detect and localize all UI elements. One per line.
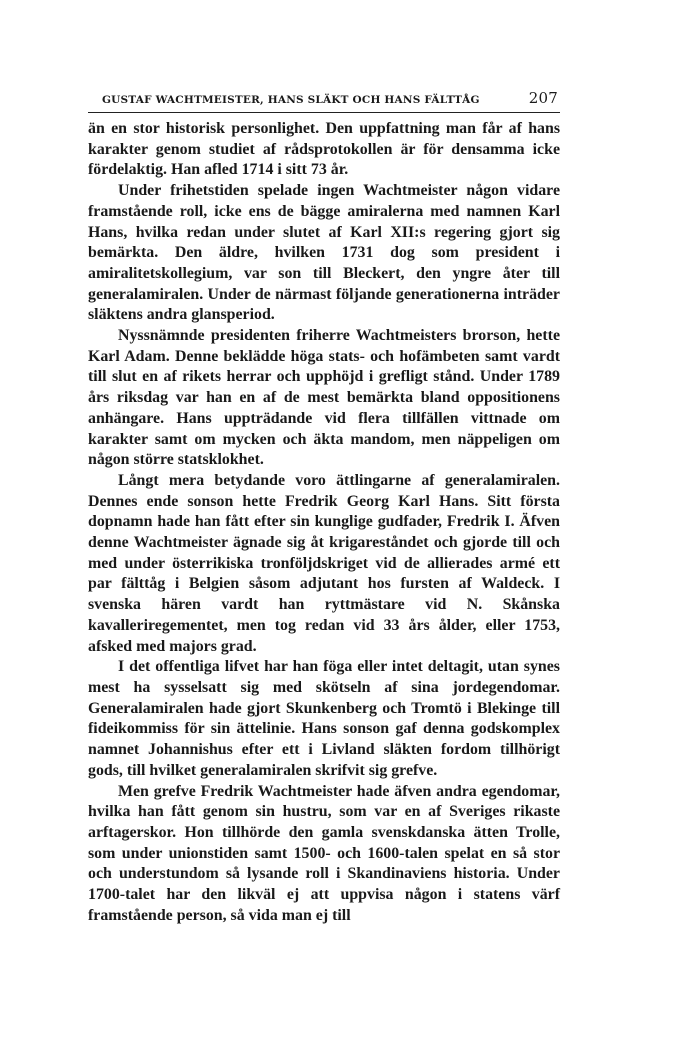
paragraph-5: I det offentliga lifvet har han föga eller intet deltagit, utan synes mest ha sysselsatt sig med skötseln af sina jordegendomar. Generalamiralen hade gjort Skunkenberg och Tromtö i Blekinge till fideikommiss för sin ättelinie. Hans sonson gaf denna godskomplex namnet Johannishus efter ett i Livland släkten fordom tillhörigt gods, till hvilket generalamiralen skrifvit sig grefve.: [88, 658, 560, 779]
paragraph-2: Under frihetstiden spelade ingen Wachtmeister någon vidare framstående roll, icke ens de bägge amiralerna med namnen Karl Hans, hvilka redan under slutet af Karl XII:s regering gjort sig bemärkta. Den äldre, hvilken 1731 dog som president i amiralitetskollegium, var son till Bleckert, den yngre åter till generalamiralen. Under de närmast följande generationerna inträder släktens andra glansperiod.: [88, 182, 560, 324]
page-number: 207: [528, 89, 558, 107]
running-head: [88, 86, 560, 110]
paragraph-6: Men grefve Fredrik Wachtmeister hade äfven andra egendomar, hvilka han fått genom sin hustru, som var en af Sveriges rikaste arftagerskor. Hon tillhörde den gamla svenskdanska ätten Trolle, som under unionstiden samt 1500- och 1600-talen spelat en så stor och understundom så lysande roll i Skandinaviens historia. Under 1700-talet har den likväl ej att uppvisa någon i statens värf framstående person, så vida man ej till: [88, 782, 560, 924]
paragraph-3: Nyssnämnde presidenten friherre Wachtmeisters brorson, hette Karl Adam. Denne beklädde höga stats- och hofämbeten samt vardt till slut en af rikets herrar och upphöjd i grefligt stånd. Under 1789 års riksdag var han en af de mest bemärkta bland oppositionens anhängare. Hans uppträdande vid flera tillfällen vittnade om karakter samt om mycken och äkta mandom, men näppeligen om någon större statsklokhet.: [88, 327, 560, 469]
body-text: [88, 119, 560, 926]
book-page: [88, 86, 560, 926]
header-rule: [88, 112, 560, 113]
running-title: GUSTAF WACHTMEISTER, HANS SLÄKT OCH HANS FÄLTTÅG: [102, 94, 480, 106]
paragraph-4: Långt mera betydande voro ättlingarne af generalamiralen. Dennes ende sonson hette Fredrik Georg Karl Hans. Sitt första dopnamn hade han fått efter sin kunglige gudfader, Fredrik I. Äfven denne Wachtmeister ägnade sig åt krigareståndet och gjorde till och med under österrikiska tronföljdskriget vid de allierades armé ett par fälttåg i Belgien såsom adjutant hos fursten af Waldeck. I svenska hären vardt han ryttmästare vid N. Skånska kavalleriregementet, men tog redan vid 33 års ålder, eller 1753, afsked med majors grad.: [88, 471, 560, 655]
paragraph-1: än en stor historisk personlighet. Den uppfattning man får af hans karakter genom studiet af rådsprotokollen är för densamma icke fördelaktig. Han afled 1714 i sitt 73 år.: [88, 120, 560, 179]
